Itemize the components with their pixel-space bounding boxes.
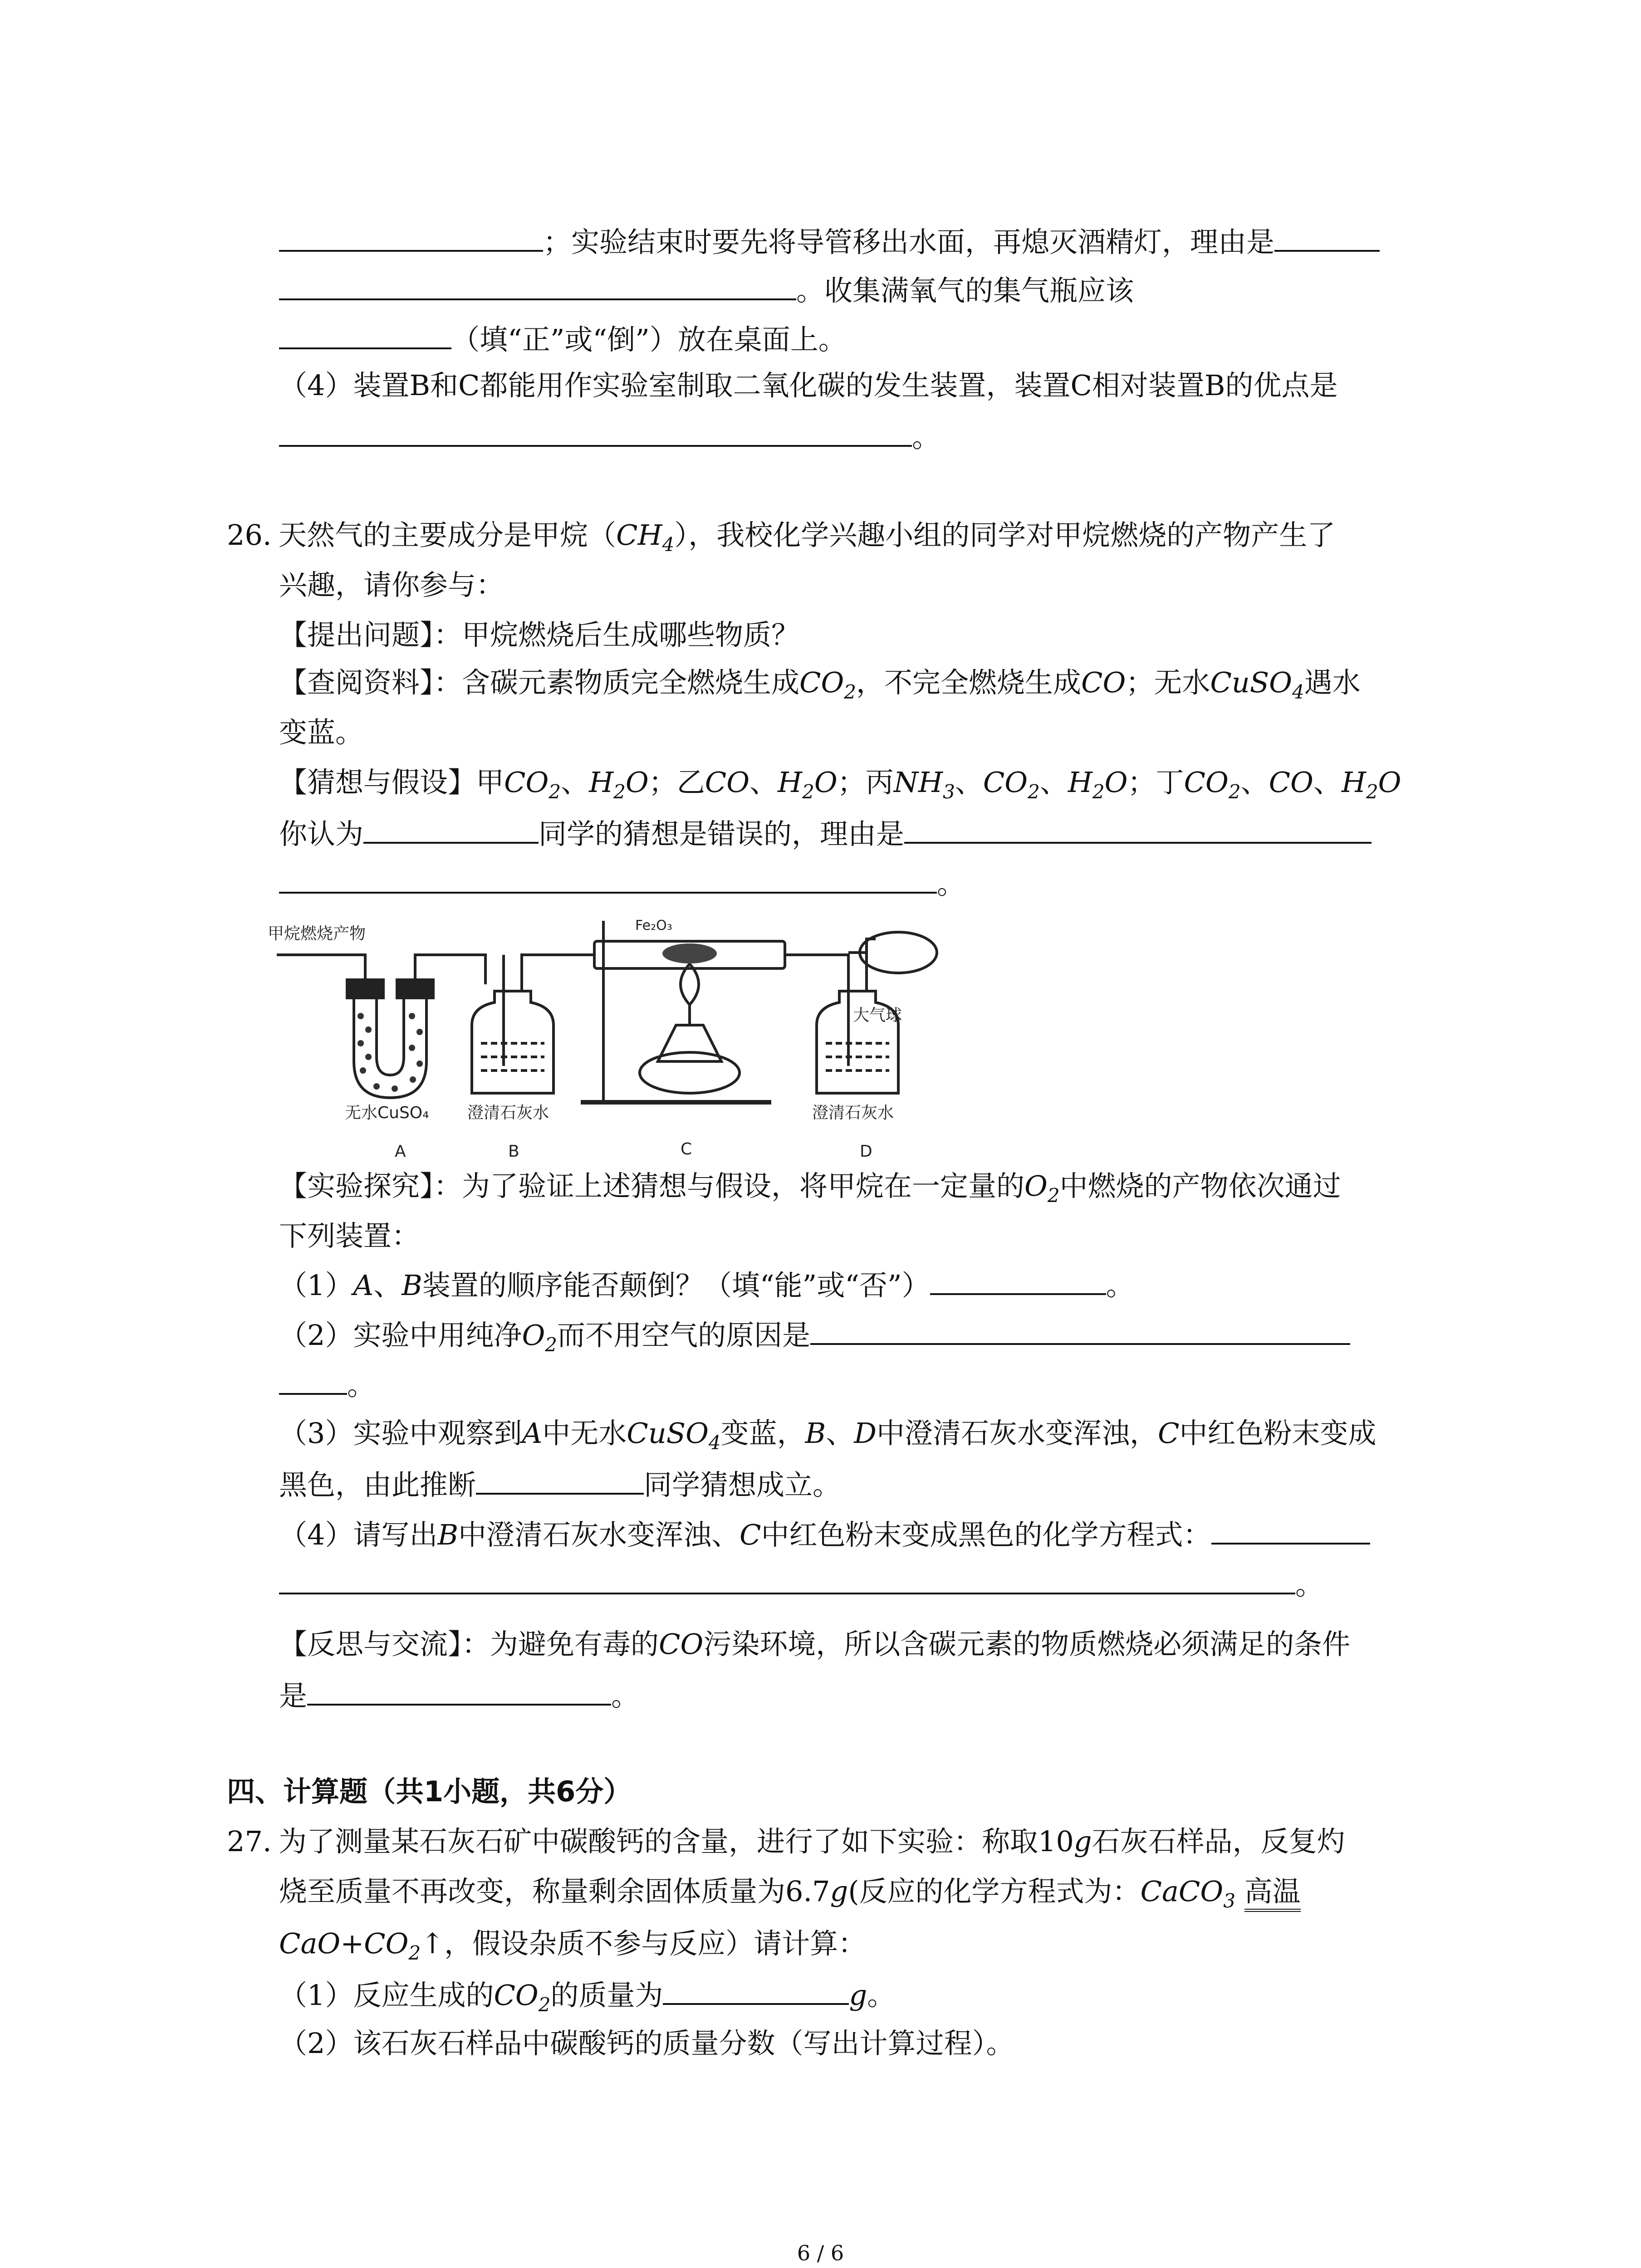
q25-line-1: ；实验结束时要先将导管移出水面，再熄灭酒精灯，理由是: [279, 220, 1380, 261]
q26-reference-2: 变蓝。: [279, 716, 364, 749]
letter-b: B: [508, 1142, 519, 1161]
q26-sub-2: （2）实验中用纯净$O_2$而不用空气的原因是: [279, 1313, 1350, 1354]
q26-sub-3-2: 黑色，由此推断 同学猜想成立。: [279, 1463, 841, 1504]
answer-blank[interactable]: [307, 1674, 611, 1706]
q26-sub-4: （4）请写出B中澄清石灰水变浑浊、C中红色粉末变成黑色的化学方程式：: [279, 1513, 1370, 1554]
label-product: 甲烷燃烧产物: [268, 924, 366, 943]
q25-part-4: （4）装置B和C都能用作实验室制取二氧化碳的发生装置，装置C相对装置B的优点是: [279, 369, 1338, 402]
q26-reflection-2: 是 。: [279, 1674, 639, 1715]
q25-line-2: 。收集满氧气的集气瓶应该: [279, 269, 1134, 309]
label-lime-d: 澄清石灰水: [812, 1104, 894, 1122]
q26-ask: 【提出问题】：甲烷燃烧后生成哪些物质？: [279, 618, 800, 651]
q26-experiment: 【实验探究】：为了验证上述猜想与假设，将甲烷在一定量的$O_2$中燃烧的产物依次通过: [279, 1169, 1341, 1207]
q26-sub-4-answer: 。: [279, 1563, 1323, 1603]
q26-reference: 【查阅资料】：含碳元素物质完全燃烧生成$CO_2$，不完全燃烧生成CO；无水CuSO$_4$遇水: [279, 666, 1361, 703]
answer-blank[interactable]: [1274, 220, 1380, 252]
q26-experiment-2: 下列装置：: [279, 1219, 420, 1252]
q27-part-1: （1）反应生成的$CO_2$的质量为 g。: [279, 1973, 895, 2014]
granules: [358, 1013, 423, 1092]
question-number: 26.: [227, 518, 272, 552]
answer-blank[interactable]: [930, 1263, 1106, 1295]
answer-blank[interactable]: [279, 415, 912, 447]
answer-blank[interactable]: [904, 812, 1372, 844]
q26-hypotheses: 【猜想与假设】甲$CO_2$、$H_2O$；乙CO、$H_2O$；丙$NH_3$、$CO_2$、$H_2O$；丁$CO_2$、CO、$H_2O$: [279, 766, 1401, 803]
letter-c: C: [681, 1140, 692, 1158]
label-cuso4: 无水CuSO₄: [345, 1104, 429, 1122]
answer-blank[interactable]: [663, 1973, 849, 2005]
answer-blank[interactable]: [363, 812, 539, 844]
balloon: [860, 932, 937, 973]
answer-blank[interactable]: [279, 1563, 1295, 1594]
label-fe2o3: Fe₂O₃: [635, 918, 672, 934]
answer-blank[interactable]: [279, 318, 451, 349]
q26-think: 你认为 同学的猜想是错误的，理由是: [279, 812, 1372, 853]
q27-line-1: 27. 为了测量某石灰石矿中碳酸钙的含量，进行了如下实验：称取10g石灰石样品，反复灼: [227, 1821, 1345, 1862]
q27-part-2: （2）该石灰石样品中碳酸钙的质量分数（写出计算过程）。: [279, 2027, 1014, 2060]
answer-blank[interactable]: [279, 862, 937, 894]
alcohol-lamp: [658, 1025, 721, 1061]
high-temp-condition: 高温: [1244, 1875, 1301, 1912]
answer-blank[interactable]: [810, 1313, 1350, 1345]
answer-blank[interactable]: [279, 220, 543, 252]
section-title: 四、计算题（共1小题，共6分）: [227, 1775, 632, 1808]
q27-line-2: 烧至质量不再改变，称量剩余固体质量为6.7g(反应的化学方程式为：CaCO$_3$ 高温: [279, 1875, 1301, 1912]
answer-blank[interactable]: [279, 269, 796, 300]
letter-d: D: [860, 1142, 872, 1161]
u-tube: [354, 993, 426, 1098]
balloon-figure: [844, 925, 957, 1043]
q26-intro: 26. 天然气的主要成分是甲烷$(CH_4)$，我校化学兴趣小组的同学对甲烷燃烧的产物产生了: [227, 515, 1335, 556]
question-number: 27.: [227, 1825, 272, 1858]
q27-line-3: $CaO+CO_2↑$，假设杂质不参与反应）请计算：: [279, 1927, 867, 1964]
apparatus-figure: [268, 912, 916, 1166]
answer-blank[interactable]: [476, 1463, 644, 1495]
page-number: 6 / 6: [797, 2241, 844, 2265]
q26-intro-2: 兴趣，请你参与：: [279, 568, 505, 601]
letter-a: A: [395, 1142, 406, 1161]
answer-blank[interactable]: [279, 1363, 347, 1395]
q26-think-2: 。: [279, 862, 965, 903]
fe2o3-powder: [662, 943, 717, 963]
q26-reflection: 【反思与交流】：为避免有毒的CO污染环境，所以含碳元素的物质燃烧必须满足的条件: [279, 1628, 1351, 1661]
q26-sub-2-answer: 。: [279, 1363, 375, 1404]
q25-line-3: （填“正”或“倒”）放在桌面上。: [279, 318, 847, 358]
q25-part-4-answer: 。: [279, 415, 940, 456]
q26-sub-1: （1）A、B装置的顺序能否颠倒？（填“能”或“否”） 。: [279, 1263, 1134, 1304]
label-balloon: 大气球: [853, 1006, 902, 1025]
label-lime-b: 澄清石灰水: [467, 1104, 549, 1122]
answer-blank[interactable]: [1211, 1513, 1370, 1545]
q26-sub-3: （3）实验中观察到A中无水CuSO$_4$变蓝，B、D中澄清石灰水变浑浊，C中红色粉末变成: [279, 1417, 1376, 1454]
